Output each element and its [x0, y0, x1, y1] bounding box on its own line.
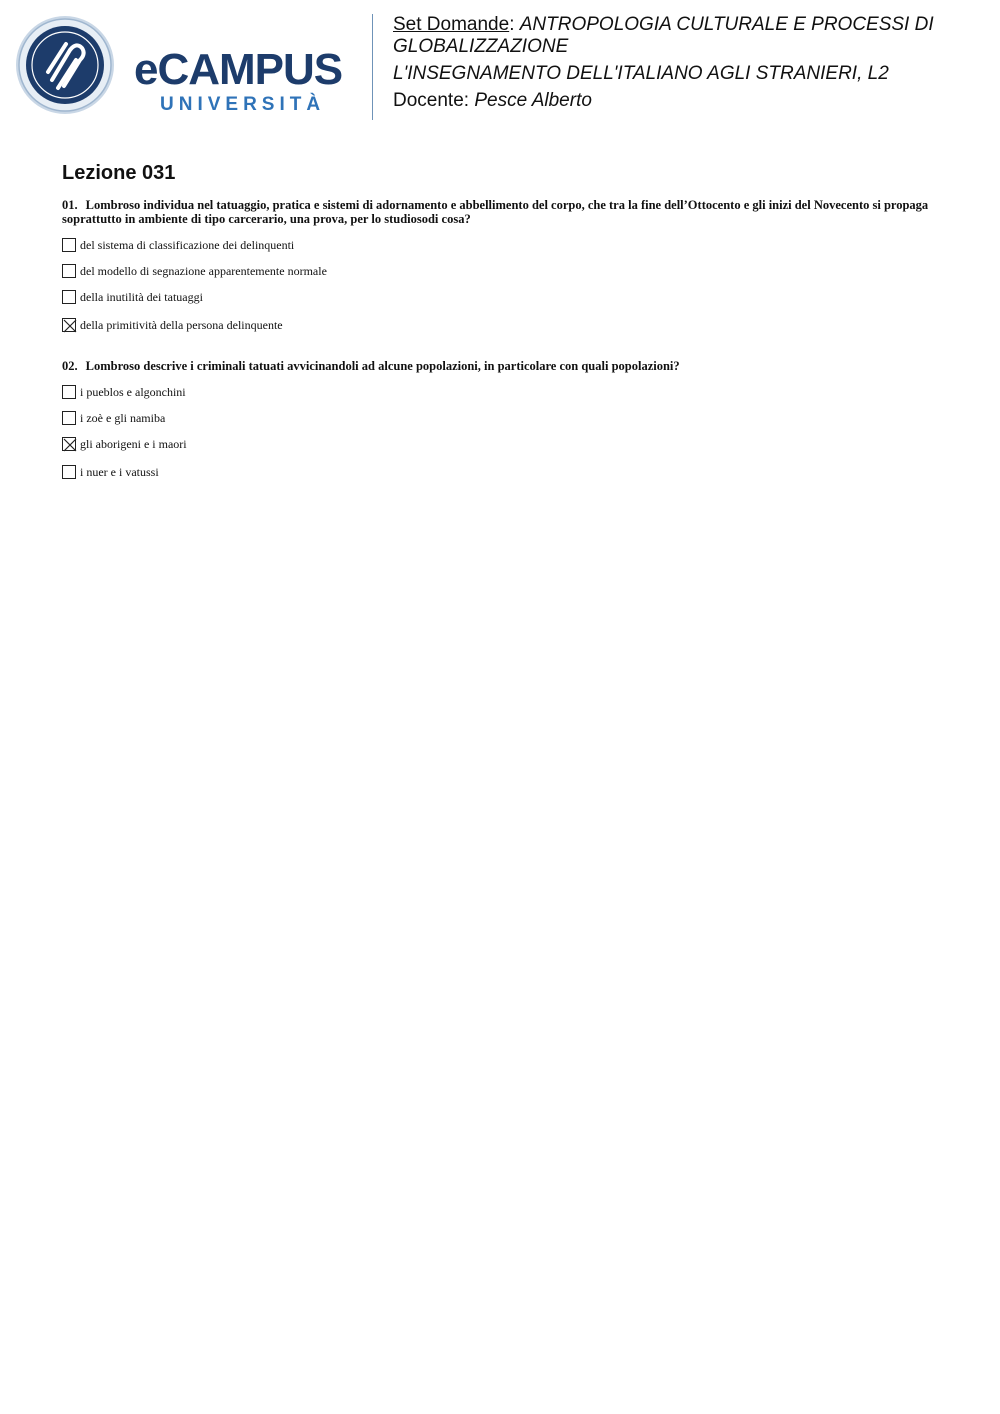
docente-line — [393, 90, 983, 112]
checkbox[interactable] — [62, 385, 76, 399]
answer-option[interactable] — [62, 236, 294, 254]
checkbox[interactable] — [62, 238, 76, 252]
option-label: del modello di segnazione apparentemente normale — [80, 263, 327, 278]
answer-option[interactable] — [62, 288, 203, 306]
answer-option[interactable] — [62, 383, 186, 401]
svg-text:eCAMPUS: eCAMPUS — [134, 45, 343, 94]
docente-label: Docente: — [393, 90, 475, 111]
answer-option[interactable] — [62, 316, 283, 334]
question-01 — [62, 198, 942, 226]
page-header — [0, 0, 1000, 130]
checkbox[interactable] — [62, 290, 76, 304]
course-title-1: ANTROPOLOGIA CULTURALE E PROCESSI DI — [519, 14, 934, 35]
ecampus-logo — [14, 14, 359, 116]
checkbox[interactable] — [62, 264, 76, 278]
question-02 — [62, 359, 942, 373]
set-label: Set Domande — [393, 14, 510, 35]
question-number: 02. — [62, 359, 78, 373]
question-text: Lombroso individua nel tatuaggio, pratica e sistemi di adornamento e abbellimento del corpo, che tra la fine dell’Ottocento e gli inizi del Novecento si propaga soprattutto in ambiente di tipo carcerario, una prova, per lo studiosodi cosa? — [62, 198, 929, 226]
checkbox[interactable] — [62, 465, 76, 479]
option-label: della primitività della persona delinquente — [80, 317, 283, 332]
option-label: i nuer e i vatussi — [80, 464, 159, 479]
answer-option[interactable] — [62, 409, 165, 427]
option-label: della inutilità dei tatuaggi — [80, 289, 203, 304]
option-label: i pueblos e algonchini — [80, 384, 186, 399]
course-title-2: GLOBALIZZAZIONE — [393, 36, 569, 57]
checkbox[interactable] — [62, 411, 76, 425]
x-mark-icon — [63, 319, 77, 333]
set-domande-line — [393, 14, 983, 36]
checkbox-checked[interactable] — [62, 437, 76, 451]
svg-text:UNIVERSITÀ: UNIVERSITÀ — [160, 94, 326, 115]
x-mark-icon — [63, 438, 77, 452]
answer-option[interactable] — [62, 435, 187, 453]
lesson-title: Lezione 031 — [62, 162, 176, 184]
option-label: i zoè e gli namiba — [80, 410, 166, 425]
header-info — [393, 14, 983, 112]
answer-option[interactable] — [62, 463, 159, 481]
question-number: 01. — [62, 198, 78, 212]
option-label: gli aborigeni e i maori — [80, 436, 187, 451]
docente-name: Pesce Alberto — [474, 90, 592, 111]
option-label: del sistema di classificazione dei delinquenti — [80, 237, 295, 252]
course-title-3: L'INSEGNAMENTO DELL'ITALIANO AGLI STRANIERI, L2 — [393, 63, 889, 84]
answer-option[interactable] — [62, 262, 327, 280]
question-text: Lombroso descrive i criminali tatuati avvicinandoli ad alcune popolazioni, in particolare con quali popolazioni? — [85, 359, 680, 373]
checkbox-checked[interactable] — [62, 318, 76, 332]
header-divider — [372, 14, 373, 120]
set-separator: : — [509, 14, 520, 35]
